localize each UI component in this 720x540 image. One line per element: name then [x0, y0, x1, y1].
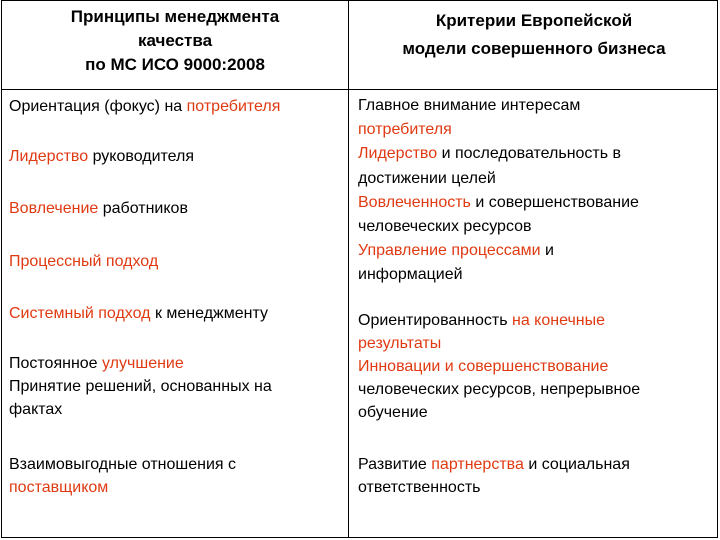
plain-text: Постоянное — [9, 355, 103, 372]
plain-text: Принятие решений, основанных на — [9, 378, 272, 395]
plain-text: человеческих ресурсов, непрерывное — [358, 381, 641, 398]
plain-text: обучение — [358, 404, 428, 421]
right-item — [358, 453, 630, 499]
plain-text: достижении целей — [358, 169, 496, 187]
left-item — [9, 453, 236, 499]
cell-line — [358, 94, 639, 118]
highlighted-term: Вовлечение — [9, 200, 99, 217]
cell-line — [358, 191, 639, 215]
highlighted-term: Системный подход — [9, 305, 151, 322]
header-left-line: по МС ИСО 9000:2008 — [85, 55, 265, 74]
left-item — [9, 197, 188, 220]
highlighted-term: Процессный подход — [9, 253, 159, 270]
cell-line — [9, 197, 188, 220]
plain-text: к менеджменту — [150, 305, 268, 322]
highlighted-term: Вовлеченность — [358, 193, 471, 211]
highlighted-term: результаты — [358, 335, 442, 352]
cell-line — [358, 239, 639, 263]
plain-text: Развитие — [358, 456, 432, 473]
plain-text: фактах — [9, 401, 63, 418]
header-left-line: качества — [137, 31, 213, 50]
cell-line — [9, 302, 268, 325]
plain-text: информацией — [358, 266, 463, 284]
left-item — [9, 95, 280, 118]
plain-text: Ориентация (фокус) на — [9, 98, 187, 115]
plain-text: человеческих ресурсов — [358, 218, 532, 236]
right-item — [358, 94, 639, 288]
highlighted-term: Управление процессами — [358, 242, 541, 260]
left-item — [9, 250, 158, 273]
highlighted-term: партнерства — [431, 456, 524, 473]
cell-line — [358, 355, 640, 378]
highlighted-term: на конечные — [511, 312, 606, 329]
highlighted-term: поставщиком — [9, 479, 109, 496]
header-right — [349, 7, 719, 63]
left-item — [9, 302, 268, 325]
plain-text: руководителя — [88, 148, 195, 165]
cell-line — [358, 215, 639, 239]
plain-text: Взаимовыгодные отношения с — [9, 456, 237, 473]
plain-text: ответственность — [358, 479, 481, 496]
cell-line — [358, 142, 639, 166]
highlighted-term: потребителя — [358, 121, 452, 139]
plain-text: Ориентированность — [358, 312, 512, 329]
left-item — [9, 145, 194, 168]
header-right-line: Критерии Европейской — [435, 11, 633, 30]
header-divider — [2, 89, 717, 90]
plain-text: работников — [98, 200, 188, 217]
cell-line — [9, 476, 236, 499]
highlighted-term: улучшение — [102, 355, 184, 372]
plain-text: и совершенствование — [470, 193, 639, 211]
cell-line — [358, 263, 639, 287]
column-divider — [348, 1, 349, 537]
cell-line — [9, 95, 280, 118]
cell-line — [358, 167, 639, 191]
plain-text: и — [540, 242, 554, 260]
cell-line — [9, 250, 158, 273]
right-item — [358, 309, 640, 424]
cell-line — [358, 309, 640, 332]
left-item — [9, 352, 272, 421]
highlighted-term: Лидерство — [9, 148, 89, 165]
highlighted-term: потребителя — [186, 98, 281, 115]
highlighted-term: Инновации и совершенствование — [358, 358, 609, 375]
header-left — [2, 5, 348, 77]
cell-line — [358, 453, 630, 476]
cell-line — [358, 332, 640, 355]
cell-line — [358, 378, 640, 401]
highlighted-term: Лидерство — [358, 145, 438, 163]
cell-line — [9, 453, 236, 476]
comparison-table — [1, 0, 718, 538]
cell-line — [9, 145, 194, 168]
cell-line — [9, 398, 272, 421]
cell-line — [358, 476, 630, 499]
header-left-line: Принципы менеджмента — [70, 7, 280, 26]
header-right-line: модели совершенного бизнеса — [402, 39, 666, 58]
plain-text: Главное внимание интересам — [358, 97, 581, 114]
cell-line — [9, 375, 272, 398]
plain-text: и последовательность в — [437, 145, 622, 163]
cell-line — [9, 352, 272, 375]
cell-line — [358, 118, 639, 142]
plain-text: и социальная — [523, 456, 630, 473]
cell-line — [358, 401, 640, 424]
